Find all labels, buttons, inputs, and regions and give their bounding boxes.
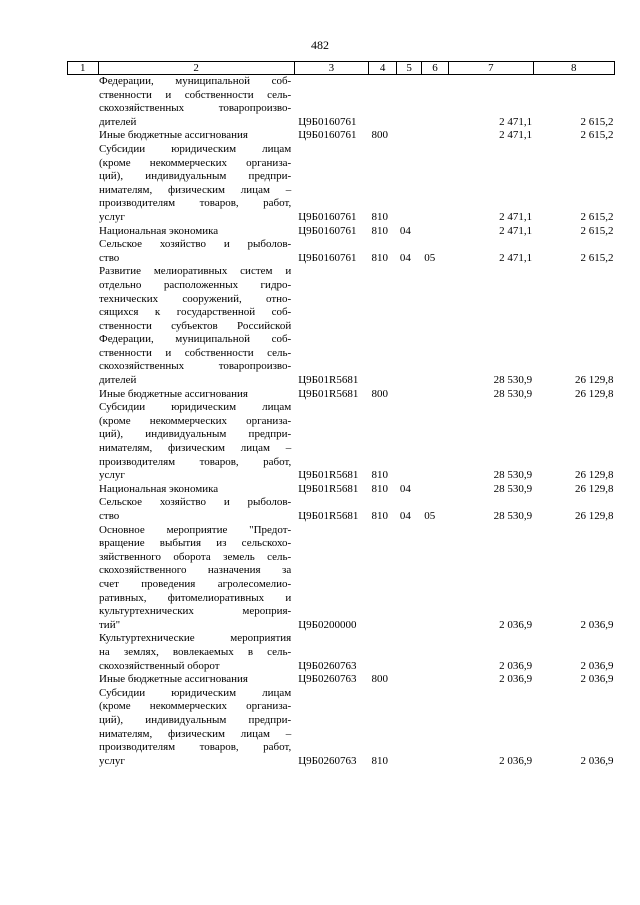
section-code	[397, 632, 421, 673]
target-article-code: Ц9Б0260763	[298, 659, 357, 672]
subsection-code	[421, 225, 448, 239]
table-row	[68, 388, 615, 402]
section-code: 04	[399, 482, 411, 495]
table-row	[68, 632, 615, 673]
row-index-cell	[68, 687, 99, 769]
row-index-cell	[68, 524, 99, 633]
row-index-cell	[68, 401, 99, 483]
item-name: Основное мероприятие "Предот- вращение выбытия из сельскохо- зяйственного оборота земель сель- скохозяйственного назначения за счет проведения агролесомелио- ративных, фитомелиоративных и культуртехнических мероприя- тий"	[99, 523, 292, 631]
amount-col-7: 2 471,1	[499, 210, 533, 223]
amount-col-7: 2 471,1	[499, 115, 533, 128]
row-index-cell	[68, 238, 99, 265]
subsection-code	[421, 265, 448, 387]
column-header-8: 8	[533, 62, 614, 75]
expense-type-code: 800	[371, 129, 388, 142]
amount-col-8: 2 036,9	[580, 754, 614, 767]
column-header-4: 4	[368, 62, 396, 75]
section-code	[397, 687, 421, 769]
amount-col-7: 28 530,9	[493, 374, 533, 387]
section-code: 04	[399, 510, 411, 522]
expense-type-code: 810	[371, 482, 388, 495]
amount-col-7: 2 036,9	[499, 659, 533, 672]
target-article-code: Ц9Б0160761	[298, 210, 357, 223]
subsection-code	[421, 75, 448, 130]
column-header-1: 1	[68, 62, 99, 75]
row-index-cell	[68, 75, 99, 130]
amount-col-8: 2 036,9	[580, 659, 614, 672]
amount-col-7: 28 530,9	[493, 387, 533, 400]
table-row	[68, 673, 615, 687]
target-article-code: Ц9Б01R5681	[298, 482, 359, 495]
subsection-code	[421, 524, 448, 633]
expense-type-code: 800	[371, 673, 388, 686]
amount-col-7: 28 530,9	[493, 469, 533, 482]
expense-type-code	[368, 632, 396, 673]
table-row	[68, 129, 615, 143]
section-code: 04	[399, 251, 411, 264]
amount-col-7: 2 036,9	[499, 618, 533, 631]
amount-col-8: 2 615,2	[580, 210, 614, 223]
row-index-cell	[68, 225, 99, 239]
target-article-code: Ц9Б0200000	[298, 618, 357, 631]
item-name: Сельское хозяйство и рыболов- ство	[99, 496, 292, 522]
section-code	[397, 524, 421, 633]
target-article-code: Ц9Б0160761	[298, 251, 357, 264]
table-row	[68, 238, 615, 265]
subsection-code	[421, 687, 448, 769]
column-header-3: 3	[294, 62, 368, 75]
amount-col-8: 26 129,8	[575, 374, 614, 387]
amount-col-8: 2 615,2	[580, 129, 614, 142]
column-header-6: 6	[421, 62, 448, 75]
expense-type-code: 810	[371, 210, 388, 223]
subsection-code	[421, 632, 448, 673]
column-header-2: 2	[98, 62, 294, 75]
amount-col-8: 2 615,2	[580, 115, 614, 128]
expense-type-code: 810	[371, 251, 388, 264]
amount-col-8: 2 615,2	[580, 224, 614, 237]
table-row	[68, 401, 615, 483]
row-index-cell	[68, 496, 99, 523]
amount-col-7: 28 530,9	[493, 482, 533, 495]
section-code	[397, 388, 421, 402]
item-name: Субсидии юридическим лицам (кроме некоммерческих организа- ций), индивидуальным предпри- нимателям, физическим лицам – производителям товаров, работ, услуг	[99, 142, 292, 223]
expense-type-code: 810	[371, 510, 388, 522]
row-index-cell	[68, 632, 99, 673]
column-header-row	[68, 62, 615, 75]
table-row	[68, 265, 615, 387]
target-article-code: Ц9Б0260763	[298, 673, 357, 686]
amount-col-8: 26 129,8	[575, 482, 614, 495]
target-article-code: Ц9Б01R5681	[298, 469, 359, 482]
item-name: Субсидии юридическим лицам (кроме некоммерческих организа- ций), индивидуальным предпри- нимателям, физическим лицам – производителям товаров, работ, услуг	[99, 401, 292, 482]
item-name: Федерации, муниципальной соб- ственности и собственности сель- скохозяйственных товаропроизво- дителей	[99, 75, 292, 128]
target-article-code: Ц9Б01R5681	[298, 387, 359, 400]
section-code	[397, 143, 421, 225]
row-index-cell	[68, 673, 99, 687]
target-article-code: Ц9Б0160761	[298, 224, 357, 237]
expense-type-code: 810	[371, 754, 388, 767]
amount-col-8: 2 615,2	[580, 251, 614, 264]
item-name: Сельское хозяйство и рыболов- ство	[99, 238, 292, 264]
budget-table	[67, 61, 615, 768]
table-row	[68, 75, 615, 130]
target-article-code: Ц9Б01R5681	[298, 374, 359, 387]
subsection-code	[421, 129, 448, 143]
row-index-cell	[68, 388, 99, 402]
item-name: Иные бюджетные ассигнования	[99, 673, 248, 686]
amount-col-8: 26 129,8	[575, 510, 614, 522]
item-name: Иные бюджетные ассигнования	[99, 387, 248, 400]
item-name: Развитие мелиоративных систем и отдельно расположенных гидро- технических сооружений, отно- сящихся к государственной соб- ственности субъектов Российской Федерации, муниципальной соб- ственности и собственности сель- скохозяйственных товаропроизво- дителей	[99, 265, 292, 387]
section-code	[397, 265, 421, 387]
column-header-7: 7	[449, 62, 533, 75]
expense-type-code	[368, 265, 396, 387]
table-row	[68, 483, 615, 497]
target-article-code: Ц9Б0260763	[298, 754, 357, 767]
subsection-code	[421, 483, 448, 497]
subsection-code	[421, 143, 448, 225]
amount-col-7: 2 036,9	[499, 673, 533, 686]
amount-col-8: 2 036,9	[580, 673, 614, 686]
amount-col-7: 2 471,1	[499, 129, 533, 142]
amount-col-8: 2 036,9	[580, 618, 614, 631]
table-row	[68, 687, 615, 769]
amount-col-7: 2 036,9	[499, 754, 533, 767]
table-row	[68, 496, 615, 523]
column-header-5: 5	[397, 62, 421, 75]
subsection-code: 05	[424, 510, 436, 522]
table-row	[68, 524, 615, 633]
item-name: Национальная экономика	[99, 482, 219, 495]
row-index-cell	[68, 265, 99, 387]
subsection-code	[421, 673, 448, 687]
subsection-code: 05	[424, 251, 436, 264]
expense-type-code: 800	[371, 387, 388, 400]
row-index-cell	[68, 483, 99, 497]
section-code: 04	[399, 224, 411, 237]
table-row	[68, 225, 615, 239]
amount-col-8: 26 129,8	[575, 469, 614, 482]
target-article-code: Ц9Б0160761	[298, 129, 357, 142]
table-row	[68, 143, 615, 225]
section-code	[397, 401, 421, 483]
section-code	[397, 673, 421, 687]
subsection-code	[421, 401, 448, 483]
item-name: Субсидии юридическим лицам (кроме некоммерческих организа- ций), индивидуальным предпри- нимателям, физическим лицам – производителям товаров, работ, услуг	[99, 686, 292, 767]
amount-col-8: 26 129,8	[575, 387, 614, 400]
expense-type-code	[368, 75, 396, 130]
amount-col-7: 2 471,1	[499, 251, 533, 264]
amount-col-7: 28 530,9	[493, 510, 533, 522]
expense-type-code	[368, 524, 396, 633]
page-number: 482	[311, 38, 329, 52]
expense-type-code: 810	[371, 224, 388, 237]
amount-col-7: 2 471,1	[499, 224, 533, 237]
subsection-code	[421, 388, 448, 402]
item-name: Культуртехнические мероприятия на землях, вовлекаемых в сель- скохозяйственный оборот	[99, 632, 292, 672]
section-code	[397, 129, 421, 143]
row-index-cell	[68, 143, 99, 225]
item-name: Иные бюджетные ассигнования	[99, 129, 248, 142]
expense-type-code: 810	[371, 469, 388, 482]
item-name: Национальная экономика	[99, 224, 219, 237]
section-code	[397, 75, 421, 130]
target-article-code: Ц9Б01R5681	[298, 510, 359, 522]
target-article-code: Ц9Б0160761	[298, 115, 357, 128]
row-index-cell	[68, 129, 99, 143]
